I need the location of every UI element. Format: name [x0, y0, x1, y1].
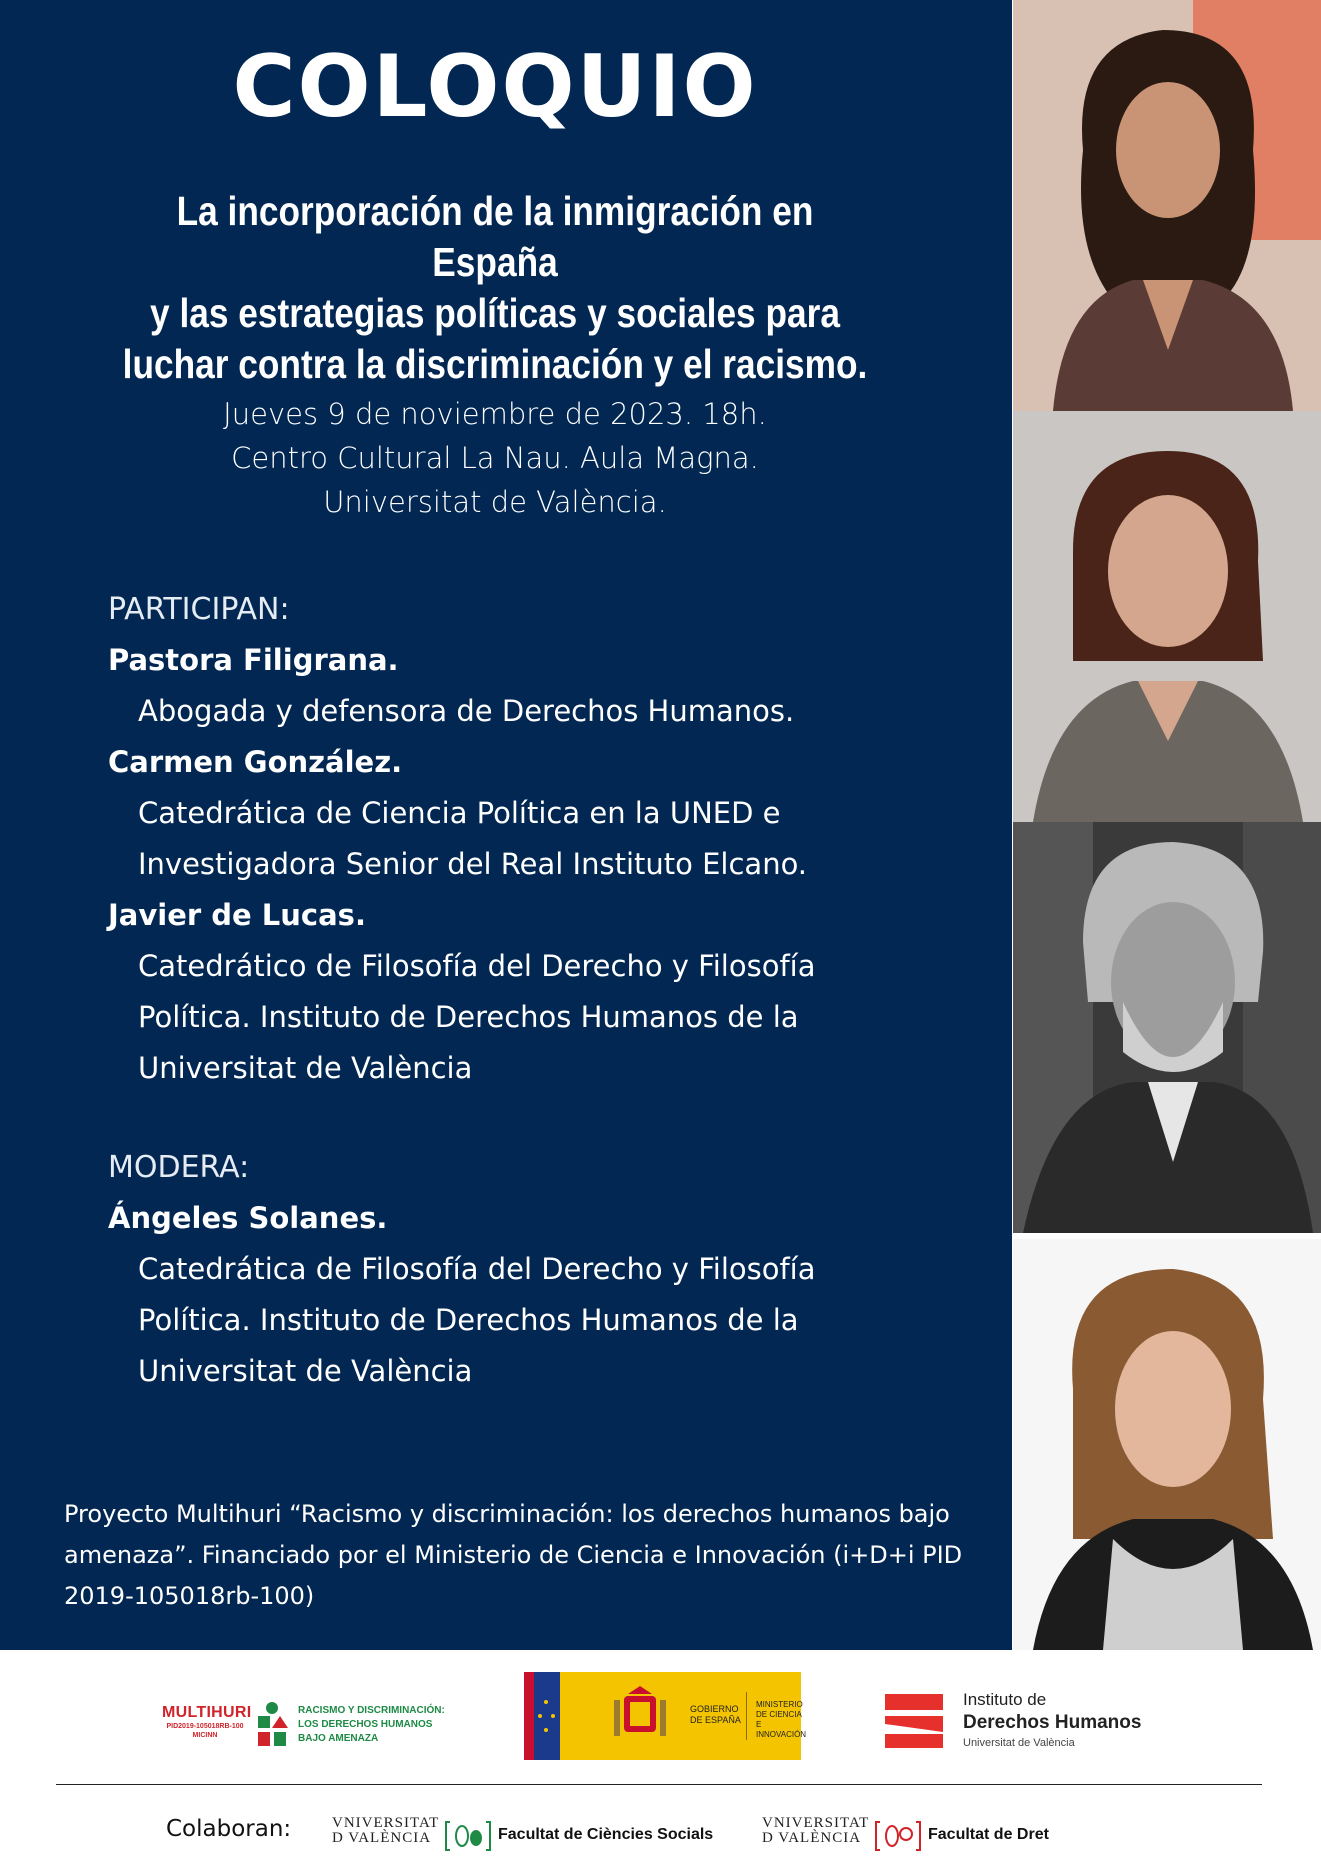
uv-law-logo: [762, 1814, 1062, 1858]
event-subtitle: [121, 186, 869, 390]
event-institution: Universitat de València.: [323, 485, 667, 519]
idh-line3: Universitat de València: [963, 1737, 1075, 1749]
uv-social-sciences-logo: [332, 1814, 712, 1858]
multihuri-text-line: LOS DERECHOS HUMANOS: [298, 1719, 433, 1730]
participant-role: Universitat de València: [138, 1051, 473, 1085]
multihuri-symbol-icon: [254, 1702, 290, 1748]
speaker-photos: [1013, 0, 1321, 1650]
moderator-role: Política. Instituto de Derechos Humanos de la: [138, 1303, 799, 1337]
idh-line1: Instituto de: [963, 1690, 1047, 1709]
participant-role: Catedrática de Ciencia Política en la UNED e: [138, 796, 781, 830]
subtitle-line: La incorporación de la inmigración en España: [176, 188, 814, 285]
event-venue: Centro Cultural La Nau. Aula Magna.: [231, 441, 759, 475]
idh-line2: Derechos Humanos: [963, 1712, 1142, 1733]
uv-name-line: VNIVERSITAT: [332, 1815, 440, 1831]
moderator-name: Ángeles Solanes.: [108, 1201, 388, 1235]
eu-flag-icon: [524, 1672, 560, 1760]
project-line: 2019-105018rb-100): [64, 1582, 315, 1610]
faculty-law: Facultat de Dret: [928, 1826, 1049, 1843]
moderator-section: [108, 1143, 988, 1397]
project-line: amenaza”. Financiado por el Ministerio de Ciencia e Innovación (i+D+i PID: [64, 1541, 963, 1569]
subtitle-line: y las estrategias políticas y sociales para: [150, 290, 840, 336]
event-date: Jueves 9 de noviembre de 2023. 18h.: [223, 397, 767, 431]
uv-seal-icon: [874, 1818, 922, 1854]
participant-name: Javier de Lucas.: [108, 898, 366, 932]
project-note: [64, 1494, 964, 1617]
portrait-2-icon: [1013, 411, 1321, 822]
multihuri-logo: [162, 1700, 452, 1752]
idh-logo: [885, 1690, 1185, 1754]
uv-name-line: D VALÈNCIA: [332, 1830, 432, 1846]
participants-section: [108, 585, 988, 1094]
faculty-social-sciences: Facultat de Ciències Socials: [498, 1826, 714, 1843]
multihuri-text-line: RACISMO Y DISCRIMINACIÓN:: [298, 1705, 445, 1716]
colaboran-label: Colaboran:: [166, 1816, 292, 1842]
subtitle-line: luchar contra la discriminación y el racismo.: [122, 341, 868, 387]
event-details: [0, 392, 990, 524]
gobierno-separator: [746, 1692, 747, 1740]
moderator-role: Catedrática de Filosofía del Derecho y Filosofía: [138, 1252, 816, 1286]
participant-role: Catedrático de Filosofía del Derecho y Filosofía: [138, 949, 816, 983]
multihuri-code: PID2019-105018RB-100: [166, 1723, 244, 1730]
gobierno-logo: [524, 1672, 807, 1760]
portrait-4-icon: [1013, 1239, 1321, 1650]
moderator-label: MODERA:: [108, 1150, 250, 1185]
uv-name-line: D VALÈNCIA: [762, 1830, 862, 1846]
gobierno-line: DE ESPAÑA: [690, 1715, 741, 1725]
idh-symbol-icon: [885, 1694, 943, 1748]
portrait-1-icon: [1013, 0, 1321, 411]
coat-of-arms-icon: [610, 1686, 670, 1746]
participants-label: PARTICIPAN:: [108, 592, 290, 627]
participant-role: Abogada y defensora de Derechos Humanos.: [138, 694, 795, 728]
multihuri-word: MULTIHURI: [162, 1704, 252, 1721]
gobierno-line: GOBIERNO: [690, 1704, 739, 1714]
ministerio-line: DE CIENCIA: [756, 1710, 802, 1719]
page-title: COLOQUIO: [232, 37, 758, 137]
participant-role: Investigadora Senior del Real Instituto Elcano.: [138, 847, 808, 881]
ministerio-line: E INNOVACIÓN: [756, 1720, 807, 1739]
uv-name-line: VNIVERSITAT: [762, 1815, 870, 1831]
moderator-role: Universitat de València: [138, 1354, 473, 1388]
project-line: Proyecto Multihuri “Racismo y discriminación: los derechos humanos bajo: [64, 1500, 950, 1528]
participant-role: Política. Instituto de Derechos Humanos de la: [138, 1000, 799, 1034]
portrait-3-icon: [1013, 822, 1321, 1233]
multihuri-text-line: BAJO AMENAZA: [298, 1733, 379, 1744]
participant-name: Carmen González.: [108, 745, 403, 779]
participant-name: Pastora Filigrana.: [108, 643, 399, 677]
footer-divider: [56, 1784, 1262, 1785]
uv-seal-icon: [444, 1818, 492, 1854]
ministerio-line: MINISTERIO: [756, 1700, 803, 1709]
multihuri-org: MICINN: [192, 1732, 218, 1739]
